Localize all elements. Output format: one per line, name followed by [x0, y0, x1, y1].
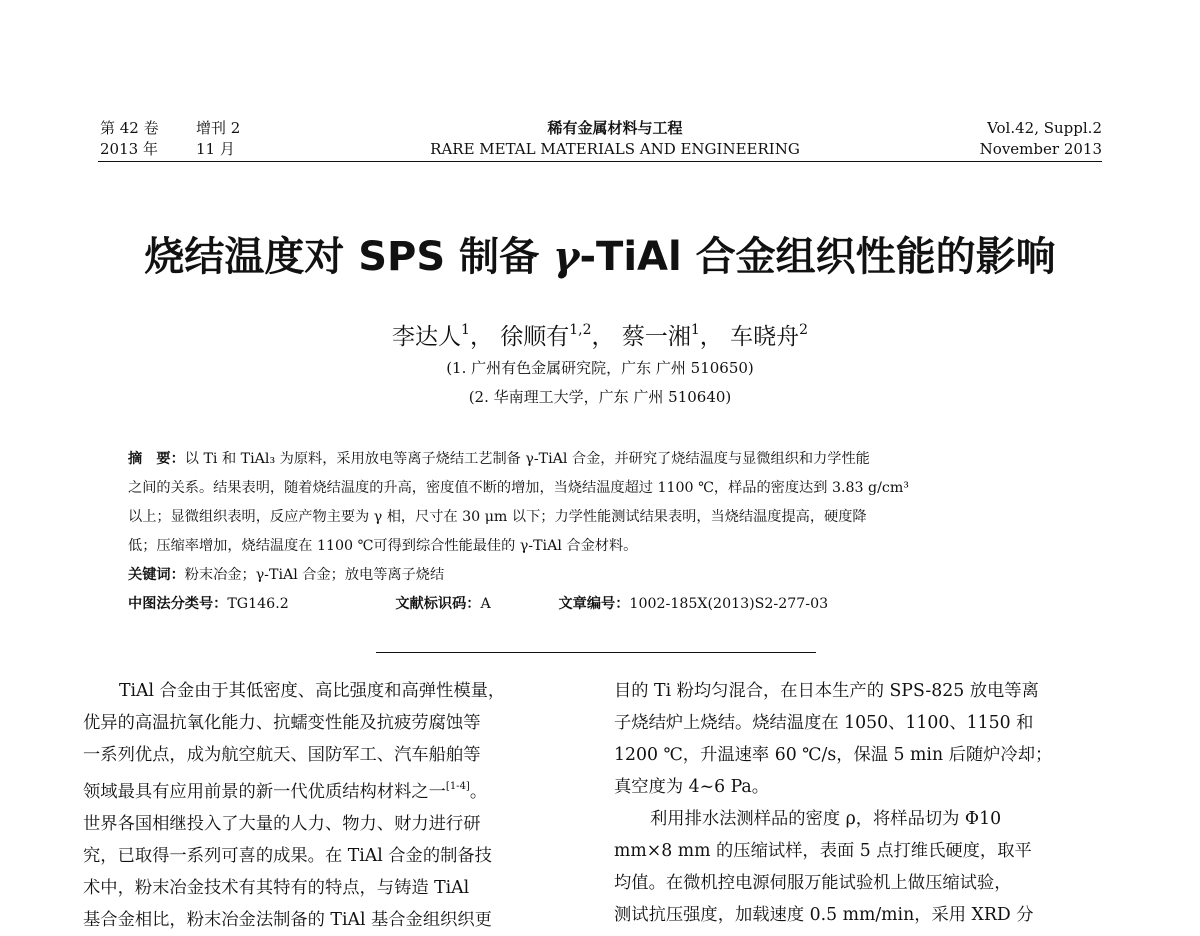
header-vol-en: Vol.42, Suppl.2 — [987, 119, 1102, 137]
header-rule — [98, 161, 1102, 162]
abstract-label: 摘 要： — [128, 451, 185, 467]
author-list — [0, 315, 1200, 352]
body-left-line: 世界各国相继投入了大量的人力、物力、财力进行研 — [83, 814, 481, 834]
abstract-line-4: 低；压缩率增加，烧结温度在 1100 ℃可得到综合性能最佳的 γ-TiAl 合金材料。 — [128, 538, 638, 554]
abstract-line-1: 以 Ti 和 TiAl₃ 为原料，采用放电等离子烧结工艺制备 γ-TiAl 合金，并研究了烧结温度与显微组织和力学性能 — [184, 451, 870, 467]
clc-value: TG146.2 — [227, 596, 289, 612]
header-volume: 第 42 卷 — [100, 119, 159, 137]
body-left-text: 领域最具有应用前景的新一代优质结构材料之一 — [83, 782, 446, 802]
keywords-text: 粉末冶金；γ-TiAl 合金；放电等离子烧结 — [184, 567, 445, 583]
body-left-line: 优异的高温抗氧化能力、抗蠕变性能及抗疲劳腐蚀等 — [83, 713, 481, 733]
affiliation-2: (2. 华南理工大学，广东 广州 510640) — [468, 388, 732, 406]
body-left-line: 术中，粉末冶金技术有其特有的特点，与铸造 TiAl — [83, 878, 470, 898]
author-2: 徐顺有 — [500, 324, 570, 350]
author-1: 李达人 — [392, 324, 462, 350]
body-right-line: 测试抗压强度，加载速度 0.5 mm/min，采用 XRD 分 — [614, 905, 1034, 925]
body-left-line: 究，已取得一系列可喜的成果。在 TiAl 合金的制备技 — [83, 846, 492, 866]
body-column-right — [614, 675, 1114, 931]
title-part-1: 烧结温度对 SPS 制备 — [144, 234, 554, 280]
clc-label: 中图法分类号： — [128, 596, 228, 612]
body-left-line: 基合金相比，粉末冶金法制备的 TiAl 基合金组织织更 — [83, 910, 492, 930]
author-1-affil: 1 — [461, 322, 470, 338]
header-issue: 增刊 2 — [196, 119, 241, 137]
body-left-line: 一系列优点，成为航空航天、国防军工、汽车船舶等 — [83, 745, 481, 765]
body-right-line: 真空度为 4~6 Pa。 — [614, 777, 770, 797]
keywords-label: 关键词： — [128, 567, 185, 583]
body-column-left — [83, 675, 583, 936]
body-right-line: 子烧结炉上烧结。烧结温度在 1050、1100、1150 和 — [614, 713, 1034, 733]
body-right-line: 利用排水法测样品的密度 ρ，将样品切为 Φ10 — [650, 809, 1002, 829]
title-part-2: -TiAl 合金组织性能的影响 — [579, 234, 1056, 280]
doc-code-label: 文献标识码： — [395, 596, 481, 612]
author-3-affil: 1 — [690, 322, 700, 338]
header-date-en: November 2013 — [979, 140, 1102, 158]
author-3: 蔡一湘 — [621, 324, 691, 350]
body-right-line: mm×8 mm 的压缩试样，表面 5 点打维氏硬度，取平 — [614, 841, 1032, 861]
abstract-rule — [376, 652, 816, 653]
citation-ref: [1-4] — [445, 781, 470, 792]
body-right-line: 目的 Ti 粉均匀混合，在日本生产的 SPS-825 放电等离 — [614, 681, 1039, 701]
author-4: 车晓舟 — [730, 324, 800, 350]
author-2-affil: 1,2 — [569, 322, 592, 338]
article-id-label: 文章编号： — [558, 596, 630, 612]
article-id-value: 1002-185X(2013)S2-277-03 — [629, 596, 829, 612]
affiliation-1: (1. 广州有色金属研究院，广东 广州 510650) — [446, 359, 754, 377]
paper-title — [0, 232, 1200, 282]
classification-line — [128, 590, 1078, 619]
author-separator: ， — [469, 324, 493, 350]
doc-code-value: A — [480, 596, 491, 612]
header-year: 2013 年 — [100, 140, 158, 158]
abstract — [128, 445, 1078, 619]
body-right-line: 1200 ℃，升温速率 60 ℃/s，保温 5 min 后随炉冷却； — [614, 745, 1053, 765]
abstract-line-2: 之间的关系。结果表明，随着烧结温度的升高，密度值不断的增加，当烧结温度超过 1100 ℃，样品的密度达到 3.83 g/cm³ — [128, 480, 909, 496]
abstract-line-3: 以上；显微组织表明，反应产物主要为 γ 相，尺寸在 30 μm 以下；力学性能测试结果表明，当烧结温度提高，硬度降 — [128, 509, 867, 525]
header-month: 11 月 — [196, 140, 235, 158]
author-separator: ， — [699, 324, 723, 350]
journal-title-en: RARE METAL MATERIALS AND ENGINEERING — [430, 140, 800, 158]
body-left-line-ref — [83, 771, 583, 808]
body-right-line: 均值。在微机控电源伺服万能试验机上做压缩试验， — [614, 873, 1012, 893]
journal-title-cn: 稀有金属材料与工程 — [547, 119, 683, 137]
title-gamma: γ — [553, 233, 580, 280]
body-left-text-end: 。 — [469, 782, 488, 802]
author-4-affil: 2 — [799, 322, 808, 338]
author-separator: ， — [591, 324, 615, 350]
body-left-line: TiAl 合金由于其低密度、高比强度和高弹性模量， — [119, 681, 506, 701]
